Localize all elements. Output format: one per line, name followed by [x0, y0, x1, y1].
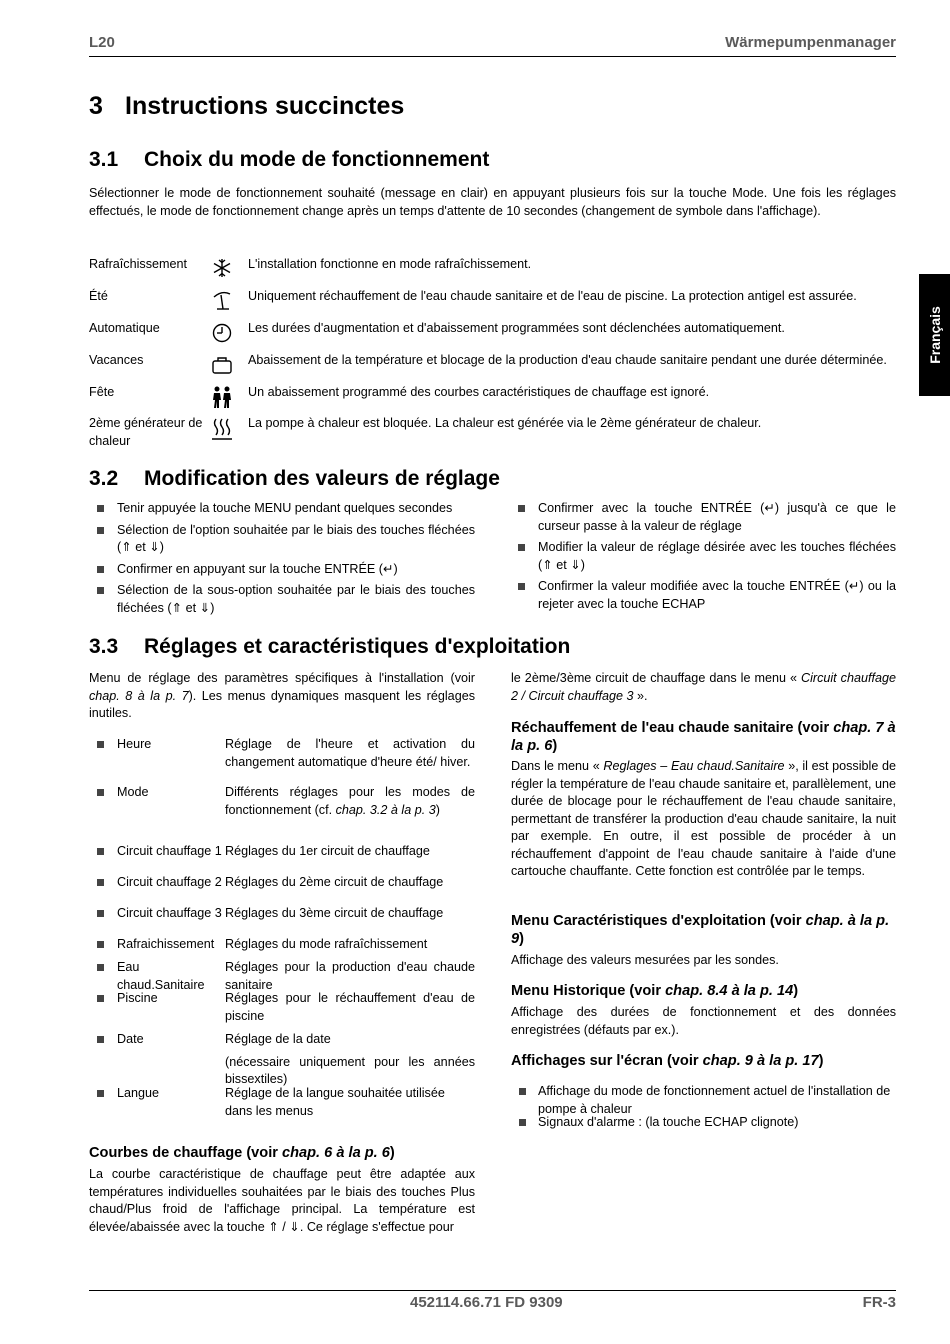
chapter-title: 3 Instructions succinctes	[89, 92, 405, 120]
mode-row: Fête Un abaissement programmé des courbes caractéristiques de chauffage est ignoré.	[89, 384, 896, 414]
page-number: FR-3	[862, 1294, 896, 1311]
language-tab: Français	[919, 274, 950, 396]
courbes-title: Courbes de chauffage (voir chap. 6 à la p. 6)	[89, 1145, 395, 1161]
list-item: Sélection de la sous-option souhaitée par le biais des touches fléchées (⇑ et ⇓)	[89, 582, 475, 617]
ecs-text: Dans le menu « Reglages – Eau chaud.Sanitaire », il est possible de régler la température de l'eau chaude sanitaire et, parallèlement, une durée de blocage pour le réchauffement de l'eau chaude sanitaire, permettant de transférer la production d'eau chaude sanitaire, la nuit par exemple. En outre, il est possible de procéder à un réchauffement d'appoint de l'eau chaude sanitaire à l'aide d'une cartouche chauffante. Cette fonction est contrôlée par le temps.	[511, 759, 897, 878]
list-item: Confirmer en appuyant sur la touche ENTRÉE (↵)	[89, 561, 475, 579]
section-3-3-title: 3.3 Réglages et caractéristiques d'exploitation	[89, 635, 571, 658]
caract-title: Menu Caractéristiques d'exploitation (voir chap. à la p. 9)	[511, 913, 890, 947]
hist-title: Menu Historique (voir chap. 8.4 à la p. 14)	[511, 983, 799, 999]
parasol-icon	[209, 288, 235, 312]
steps-right-list	[510, 500, 896, 613]
suitcase-icon	[209, 352, 235, 376]
section-3-3-intro: Menu de réglage des paramètres spécifiques à l'installation (voir chap. 8 à la p. 7). Les menus dynamiques masquent les réglages inutiles.	[89, 671, 475, 720]
list-item: Tenir appuyée la touche MENU pendant quelques secondes	[89, 500, 475, 518]
snowflake-icon	[209, 256, 235, 280]
header-right: Wärmepumpenmanager	[725, 34, 896, 51]
mode-row: Vacances Abaissement de la température et blocage de la production d'eau chaude sanitaire pendant une durée déterminée.	[89, 352, 896, 386]
list-item: Modifier la valeur de réglage désirée avec les touches fléchées (⇑ et ⇓)	[510, 539, 896, 574]
courbes-text: La courbe caractéristique de chauffage peut être adaptée aux températures individuelles souhaitées par le biais des touches Plus chaud/Plus froid de l'affichage principal. La température est élevée/abaissée avec la touche ⇑ / ⇓. Ce réglage s'effectue pour	[89, 1167, 475, 1234]
caract-text: Affichage des valeurs mesurées par les sondes.	[511, 953, 779, 967]
section-3-2-title: 3.2 Modification des valeurs de réglage	[89, 467, 500, 490]
affich-list	[511, 1083, 896, 1132]
ecs-title: Réchauffement de l'eau chaude sanitaire (voir chap. 7 à la p. 6)	[511, 720, 896, 754]
affich-title: Affichages sur l'écran (voir chap. 9 à la p. 17)	[511, 1053, 824, 1069]
list-item: Sélection de l'option souhaitée par le biais des touches fléchées (⇑ et ⇓)	[89, 522, 475, 557]
list-item: Signaux d'alarme : (la touche ECHAP clignote)	[511, 1114, 896, 1132]
clock-icon	[209, 320, 235, 344]
section-3-1-intro: Sélectionner le mode de fonctionnement souhaité (message en clair) en appuyant plusieurs fois sur la touche Mode. Une fois les réglages effectués, le mode de fonctionnement change après un temps d'attente de 10 secondes (changement de symbole dans l'affichage).	[89, 186, 896, 218]
footer-code: 452114.66.71 FD 9309	[410, 1294, 563, 1311]
list-item: Confirmer avec la touche ENTRÉE (↵) jusqu'à ce que le curseur passe à la valeur de réglage	[510, 500, 896, 535]
hist-text: Affichage des durées de fonctionnement et des données enregistrées (défauts par ex.).	[511, 1005, 896, 1037]
people-icon	[209, 384, 235, 408]
mode-row: 2ème générateur de chaleur La pompe à chaleur est bloquée. La chaleur est générée via le 2ème générateur de chaleur.	[89, 416, 762, 448]
header-left: L20	[89, 34, 115, 51]
steps-left-list	[89, 500, 475, 617]
list-item: Confirmer la valeur modifiée avec la touche ENTRÉE (↵) ou la rejeter avec la touche ECHAP	[510, 578, 896, 613]
header-rule	[89, 56, 896, 57]
section-3-1-title: 3.1 Choix du mode de fonctionnement	[89, 148, 490, 171]
mode-row: Rafraîchissement L'installation fonctionne en mode rafraîchissement.	[89, 256, 896, 286]
heat-waves-icon	[209, 415, 235, 439]
mode-row: Automatique Les durées d'augmentation et d'abaissement programmées sont déclenchées automatiquement.	[89, 320, 896, 350]
mode-row: Été Uniquement réchauffement de l'eau chaude sanitaire et de l'eau de piscine. La protection antigel est assurée.	[89, 288, 896, 318]
circuit-continuation: le 2ème/3ème circuit de chauffage dans le menu « Circuit chauffage 2 / Circuit chauffage 3 ».	[511, 671, 896, 703]
footer-rule	[89, 1290, 896, 1291]
list-item: Affichage du mode de fonctionnement actuel de l'installation de pompe à chaleur	[511, 1083, 896, 1118]
